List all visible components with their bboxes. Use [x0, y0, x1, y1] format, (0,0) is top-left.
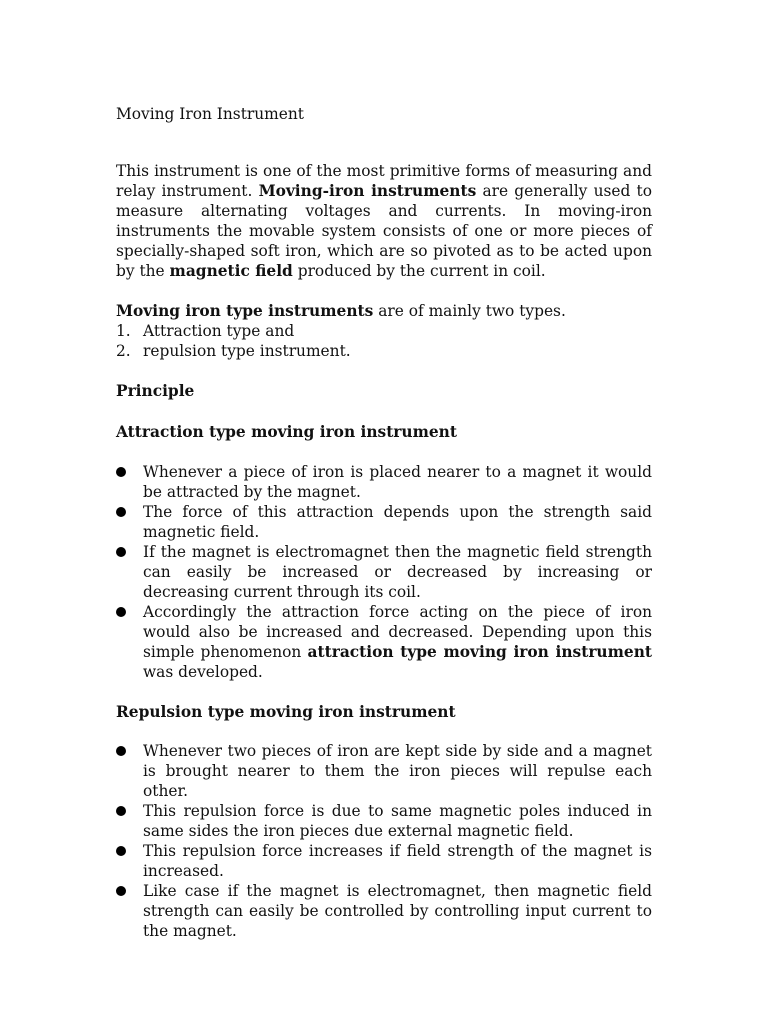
list-item-number: 2.: [116, 342, 131, 360]
bullet-icon: [116, 886, 126, 896]
list-item-text: repulsion type instrument.: [143, 342, 351, 360]
repulsion-bullet-list: [116, 741, 652, 941]
bullet-text-part: was developed.: [143, 663, 263, 681]
list-item: [116, 602, 652, 682]
bullet-text: Whenever two pieces of iron are kept side by side and a magnet is brought nearer to them the iron pieces will repulse each other.: [143, 742, 652, 800]
bullet-text: This repulsion force increases if field strength of the magnet is increased.: [143, 842, 652, 880]
list-item: [116, 341, 652, 361]
bullet-text-part: Accordingly the attraction force acting on the piece of iron would also be increased and decreased. Depending upon this simple phenomenon: [143, 603, 652, 661]
types-intro-paragraph: [116, 301, 652, 321]
list-item: [116, 841, 652, 881]
list-item-number: 1.: [116, 322, 131, 340]
list-item: [116, 321, 652, 341]
list-item: [116, 801, 652, 841]
document-title: Moving Iron Instrument: [116, 105, 304, 123]
bullet-icon: [116, 806, 126, 816]
list-item: [116, 502, 652, 542]
intro-text-2: are generally used to measure alternating voltages and currents. In moving-iron instruments the movable system consists of one or more pieces of specially-shaped soft iron, which are so pivoted as to be acted upon by the: [116, 182, 652, 280]
bullet-text: The force of this attraction depends upon the strength said magnetic field.: [143, 503, 652, 541]
attraction-bullet-list: [116, 462, 652, 682]
bullet-text: If the magnet is electromagnet then the magnetic field strength can easily be increased or decreased by increasing or decreasing current through its coil.: [143, 543, 652, 601]
list-item: [116, 881, 652, 941]
intro-bold-moving-iron-instruments: Moving-iron instruments: [258, 182, 477, 200]
types-bold-label: Moving iron type instruments: [116, 302, 374, 320]
list-item: [116, 741, 652, 801]
list-item-text: Attraction type and: [143, 322, 295, 340]
intro-bold-magnetic-field: magnetic field: [169, 262, 293, 280]
bullet-icon: [116, 467, 126, 477]
bullet-text: This repulsion force is due to same magnetic poles induced in same sides the iron pieces due external magnetic field.: [143, 802, 652, 840]
principle-heading: Principle: [116, 382, 195, 400]
types-text: are of mainly two types.: [373, 302, 566, 320]
intro-text-1: This instrument is one of the most primitive forms of measuring and relay instrument.: [116, 162, 652, 200]
list-item: [116, 542, 652, 602]
bullet-icon: [116, 507, 126, 517]
attraction-heading: Attraction type moving iron instrument: [116, 423, 457, 441]
bullet-text: Like case if the magnet is electromagnet, then magnetic field strength can easily be controlled by controlling input current to the magnet.: [143, 882, 652, 940]
repulsion-heading: Repulsion type moving iron instrument: [116, 703, 456, 721]
bullet-icon: [116, 607, 126, 617]
bullet-icon: [116, 846, 126, 856]
document-body: [116, 104, 652, 941]
list-item: [116, 462, 652, 502]
bullet-icon: [116, 547, 126, 557]
bullet-text: Whenever a piece of iron is placed nearer to a magnet it would be attracted by the magnet.: [143, 463, 652, 501]
intro-text-3: produced by the current in coil.: [292, 262, 546, 280]
intro-paragraph: [116, 161, 652, 281]
types-numbered-list: [116, 321, 652, 361]
bullet-bold-attraction-type: attraction type moving iron instrument: [307, 643, 652, 661]
bullet-icon: [116, 746, 126, 756]
